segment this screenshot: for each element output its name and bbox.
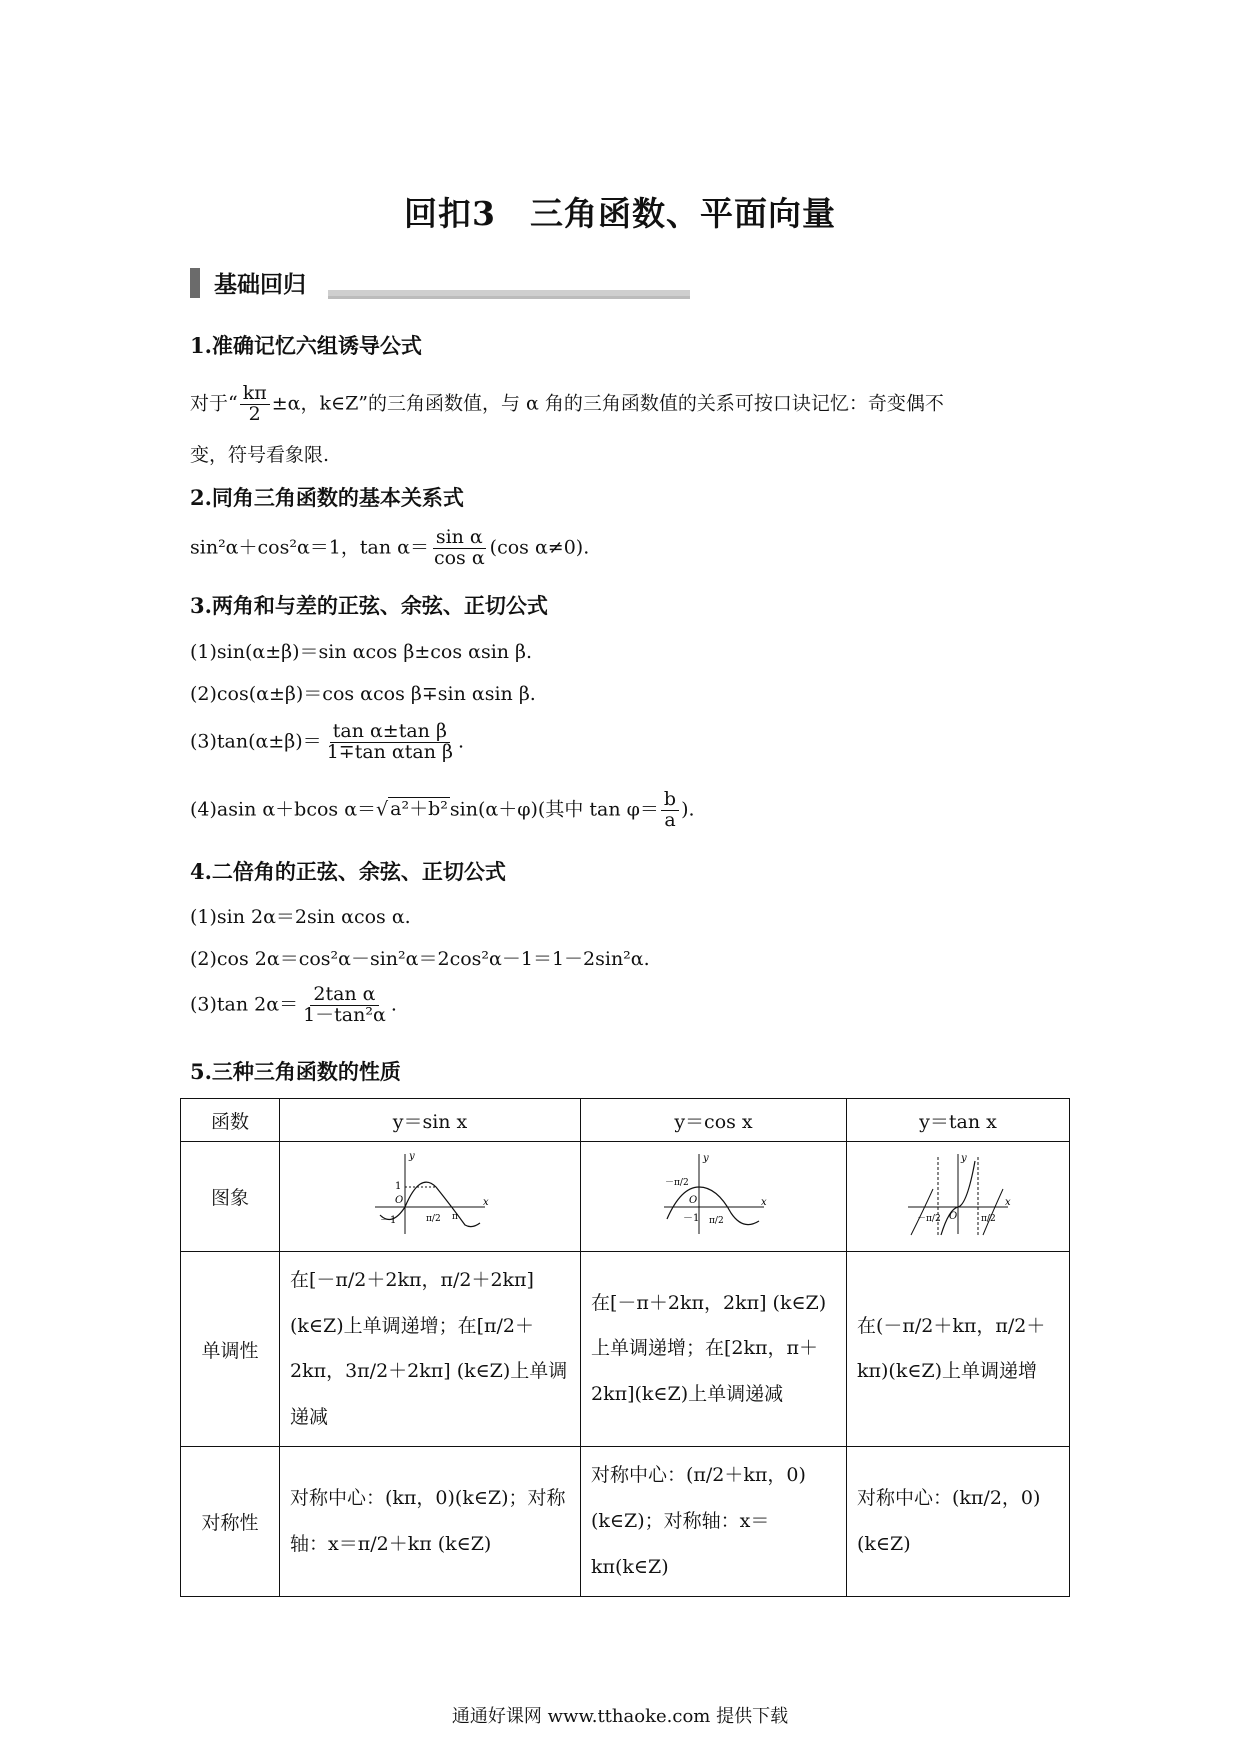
text: (3)tan 2α＝ xyxy=(190,993,299,1016)
numerator: b xyxy=(661,790,679,811)
table-header-row xyxy=(181,1099,1070,1142)
paragraph-1-cont: 变，符号看象限. xyxy=(190,444,330,466)
heading-2: 2.同角三角函数的基本关系式 xyxy=(190,485,464,510)
neg-one-label: －1 xyxy=(682,1213,699,1224)
text: 对于“ xyxy=(190,392,238,415)
table-row xyxy=(181,1447,1070,1597)
text: (4)asin α＋bcos α＝ xyxy=(190,798,377,821)
fraction xyxy=(661,790,679,831)
paragraph-1 xyxy=(190,384,944,425)
x-label: x xyxy=(760,1197,767,1208)
neg-pi-half-label: －π/2 xyxy=(664,1178,689,1188)
fraction xyxy=(240,384,270,425)
tan-graph xyxy=(903,1149,1013,1239)
row-label: 图象 xyxy=(181,1142,280,1252)
denominator: 2 xyxy=(248,402,261,425)
origin-label: O xyxy=(395,1195,404,1206)
properties-table xyxy=(180,1098,1070,1597)
header-cell: y＝cos x xyxy=(581,1099,847,1142)
y-label: y xyxy=(961,1153,967,1164)
one-label: 1 xyxy=(395,1181,402,1192)
mono-sin: 在[－π/2＋2kπ，π/2＋2kπ] (k∈Z)上单调递增；在[π/2＋2kπ，3π/2＋2kπ] (k∈Z)上单调递减 xyxy=(280,1252,581,1447)
heading-1: 1.准确记忆六组诱导公式 xyxy=(190,333,422,358)
page-title: 回扣3 三角函数、平面向量 xyxy=(404,194,836,233)
text: . xyxy=(390,993,397,1016)
origin-label: O xyxy=(949,1211,958,1222)
text: (3)tan(α±β)＝ xyxy=(190,730,322,753)
cos-graph xyxy=(659,1149,769,1239)
row-label: 对称性 xyxy=(181,1447,280,1597)
formula-4-1: (1)sin 2α＝2sin αcos α. xyxy=(190,906,411,928)
graph-cell xyxy=(280,1142,581,1252)
tan-branch xyxy=(911,1189,933,1235)
formula-3-2: (2)cos(α±β)＝cos αcos β∓sin αsin β. xyxy=(190,683,536,705)
header-cell: 函数 xyxy=(181,1099,280,1142)
numerator: kπ xyxy=(240,384,270,405)
heading-5: 5.三种三角函数的性质 xyxy=(190,1059,401,1084)
formula-4-2: (2)cos 2α＝cos²α－sin²α＝2cos²α－1＝1－2sin²α. xyxy=(190,948,650,970)
heading-4: 4.二倍角的正弦、余弦、正切公式 xyxy=(190,859,506,884)
numerator: tan α±tan β xyxy=(330,722,450,743)
numerator: 2tan α xyxy=(310,985,378,1006)
formula-4-3 xyxy=(190,985,397,1026)
pi-half-label: π/2 xyxy=(426,1214,441,1224)
section-rule xyxy=(328,290,690,299)
text: (cos α≠0). xyxy=(489,536,590,559)
sym-sin: 对称中心：(kπ，0)(k∈Z)；对称轴：x＝π/2＋kπ (k∈Z) xyxy=(280,1447,581,1597)
fraction xyxy=(324,722,456,763)
x-label: x xyxy=(483,1197,489,1208)
fraction xyxy=(431,528,488,569)
graph-cell xyxy=(581,1142,847,1252)
row-label: 单调性 xyxy=(181,1252,280,1447)
neg-pi-half-label: －π/2 xyxy=(917,1214,941,1224)
table-row xyxy=(181,1252,1070,1447)
neg-one-label: －1 xyxy=(380,1215,397,1226)
mono-cos: 在[－π＋2kπ，2kπ] (k∈Z)上单调递增；在[2kπ，π＋2kπ](k∈Z)上单调递减 xyxy=(581,1252,847,1447)
denominator: 1－tan²α xyxy=(303,1003,386,1026)
heading-3: 3.两角和与差的正弦、余弦、正切公式 xyxy=(190,593,548,618)
formula-3-1: (1)sin(α±β)＝sin αcos β±cos αsin β. xyxy=(190,641,533,663)
sym-tan: 对称中心：(kπ/2，0)(k∈Z) xyxy=(847,1447,1070,1597)
pi-label: π xyxy=(452,1212,458,1222)
sqrt-content: a²＋b² xyxy=(390,798,448,821)
pi-half-label: π/2 xyxy=(708,1216,724,1226)
denominator: a xyxy=(664,808,676,831)
formula-2 xyxy=(190,528,589,569)
formula-3-3 xyxy=(190,722,464,763)
text: ). xyxy=(681,798,695,821)
header-cell: y＝tan x xyxy=(847,1099,1070,1142)
pi-half-label: π/2 xyxy=(981,1214,996,1224)
denominator: 1∓tan αtan β xyxy=(326,740,453,763)
graph-cell xyxy=(847,1142,1070,1252)
sym-cos: 对称中心：(π/2＋kπ，0)(k∈Z)；对称轴：x＝kπ(k∈Z) xyxy=(581,1447,847,1597)
y-label: y xyxy=(409,1151,415,1162)
mono-tan: 在(－π/2＋kπ，π/2＋kπ)(k∈Z)上单调递增 xyxy=(847,1252,1070,1447)
origin-label: O xyxy=(688,1195,697,1206)
sin-graph xyxy=(370,1149,490,1239)
denominator: cos α xyxy=(433,546,485,569)
text: ±α，k∈Z”的三角函数值，与 α 角的三角函数值的关系可按口诀记忆：奇变偶不 xyxy=(271,392,944,415)
sqrt-sign: √ xyxy=(376,798,389,821)
footer: 通通好课网 www.tthaoke.com 提供下载 xyxy=(451,1706,789,1727)
section-title: 基础回归 xyxy=(214,271,306,298)
table-row xyxy=(181,1142,1070,1252)
x-label: x xyxy=(1005,1197,1011,1208)
tan-branch xyxy=(983,1189,1003,1235)
formula-3-4 xyxy=(190,790,695,831)
text: sin²α＋cos²α＝1，tan α＝ xyxy=(190,536,429,559)
text: . xyxy=(458,730,465,753)
numerator: sin α xyxy=(433,528,486,549)
header-cell: y＝sin x xyxy=(280,1099,581,1142)
text: sin(α＋φ)(其中 tan φ＝ xyxy=(449,798,659,821)
y-label: y xyxy=(702,1153,709,1164)
section-marker xyxy=(190,268,200,298)
fraction xyxy=(300,985,389,1026)
